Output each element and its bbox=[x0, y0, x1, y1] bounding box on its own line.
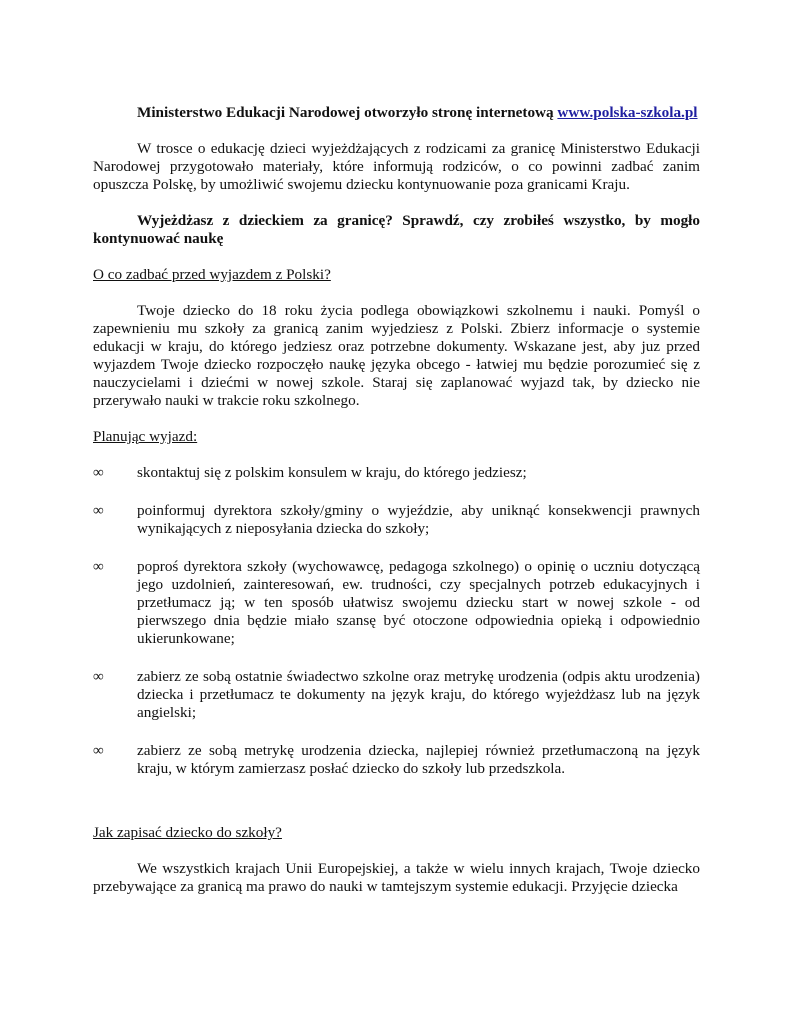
list-item bbox=[93, 464, 700, 482]
planning-list bbox=[93, 464, 700, 778]
section-heading-school-enrollment: Jak zapisać dziecko do szkoły? bbox=[93, 824, 282, 841]
list-item-text: zabierz ze sobą ostatnie świadectwo szkolne oraz metrykę urodzenia (odpis aktu urodzenia) dziecka i przetłumacz te dokumenty na język kraju, do którego wyjeżdżasz lub na język angielski; bbox=[137, 668, 700, 721]
bullet-icon: ∞ bbox=[93, 502, 104, 519]
list-item bbox=[93, 502, 700, 538]
section-heading-planning: Planując wyjazd: bbox=[93, 428, 198, 445]
polska-szkola-link[interactable]: www.polska-szkola.pl bbox=[557, 104, 698, 121]
document-page bbox=[93, 104, 700, 896]
bullet-icon: ∞ bbox=[93, 742, 104, 759]
intro-headline: Ministerstwo Edukacji Narodowej otworzyło stronę internetową bbox=[137, 104, 558, 121]
bullet-icon: ∞ bbox=[93, 558, 104, 575]
bullet-icon: ∞ bbox=[93, 464, 104, 481]
intro-paragraph bbox=[93, 104, 700, 122]
section-heading-before-departure: O co zadbać przed wyjazdem z Polski? bbox=[93, 266, 331, 283]
bullet-icon: ∞ bbox=[93, 668, 104, 685]
list-item-text: zabierz ze sobą metrykę urodzenia dziecka, najlepiej również przetłumaczoną na język kraju, w którym zamierzasz posłać dziecko do szkoły lub przedszkola. bbox=[137, 742, 700, 777]
list-item-text: poinformuj dyrektora szkoły/gminy o wyjeździe, aby uniknąć konsekwencji prawnych wynikających z nieposyłania dziecka do szkoły; bbox=[137, 502, 700, 537]
paragraph-school-obligation: Twoje dziecko do 18 roku życia podlega obowiązkowi szkolnemu i nauki. Pomyśl o zapewnieniu mu szkoły za granicą zanim wyjedziesz z Polski. Zbierz informacje o systemie edukacji w kraju, do którego jedziesz oraz potrzebne dokumenty. Wskazane jest, aby juz przed wyjazdem Twoje dziecko rozpoczęło naukę języka obcego - łatwiej mu będzie porozumieć się z nauczycielami i dziećmi w nowej szkole. Staraj się zaplanować wyjazd tak, by dziecko nie przerywało nauki w trakcie roku szkolnego. bbox=[93, 302, 700, 409]
bold-question: Wyjeżdżasz z dzieckiem za granicę? Sprawdź, czy zrobiłeś wszystko, by mogło kontynuować naukę bbox=[93, 212, 700, 247]
list-item bbox=[93, 668, 700, 722]
paragraph-education-care: W trosce o edukację dzieci wyjeżdżających z rodzicami za granicę Ministerstwo Edukacji Narodowej przygotowało materiały, które informują rodziców, o co powinni zadbać zanim opuszcza Polskę, by umożliwić swojemu dziecku kontynuowanie poza granicami Kraju. bbox=[93, 140, 700, 193]
list-item bbox=[93, 742, 700, 778]
list-item-text: poproś dyrektora szkoły (wychowawcę, pedagoga szkolnego) o opinię o uczniu dotyczącą jego uzdolnień, zainteresowań, ew. trudności, czy specjalnych potrzeb edukacyjnych i przetłumacz ją; w ten sposób ułatwisz swojemu dziecku start w nowej szkole - od pierwszego dnia będzie miało szansę być otoczone odpowiednia opieką i odpowiednio ukierunkowane; bbox=[137, 558, 700, 647]
paragraph-eu-rights: We wszystkich krajach Unii Europejskiej, a także w wielu innych krajach, Twoje dziecko przebywające za granicą ma prawo do nauki w tamtejszym systemie edukacji. Przyjęcie dziecka bbox=[93, 860, 700, 895]
list-item bbox=[93, 558, 700, 648]
list-item-text: skontaktuj się z polskim konsulem w kraju, do którego jedziesz; bbox=[137, 464, 527, 481]
